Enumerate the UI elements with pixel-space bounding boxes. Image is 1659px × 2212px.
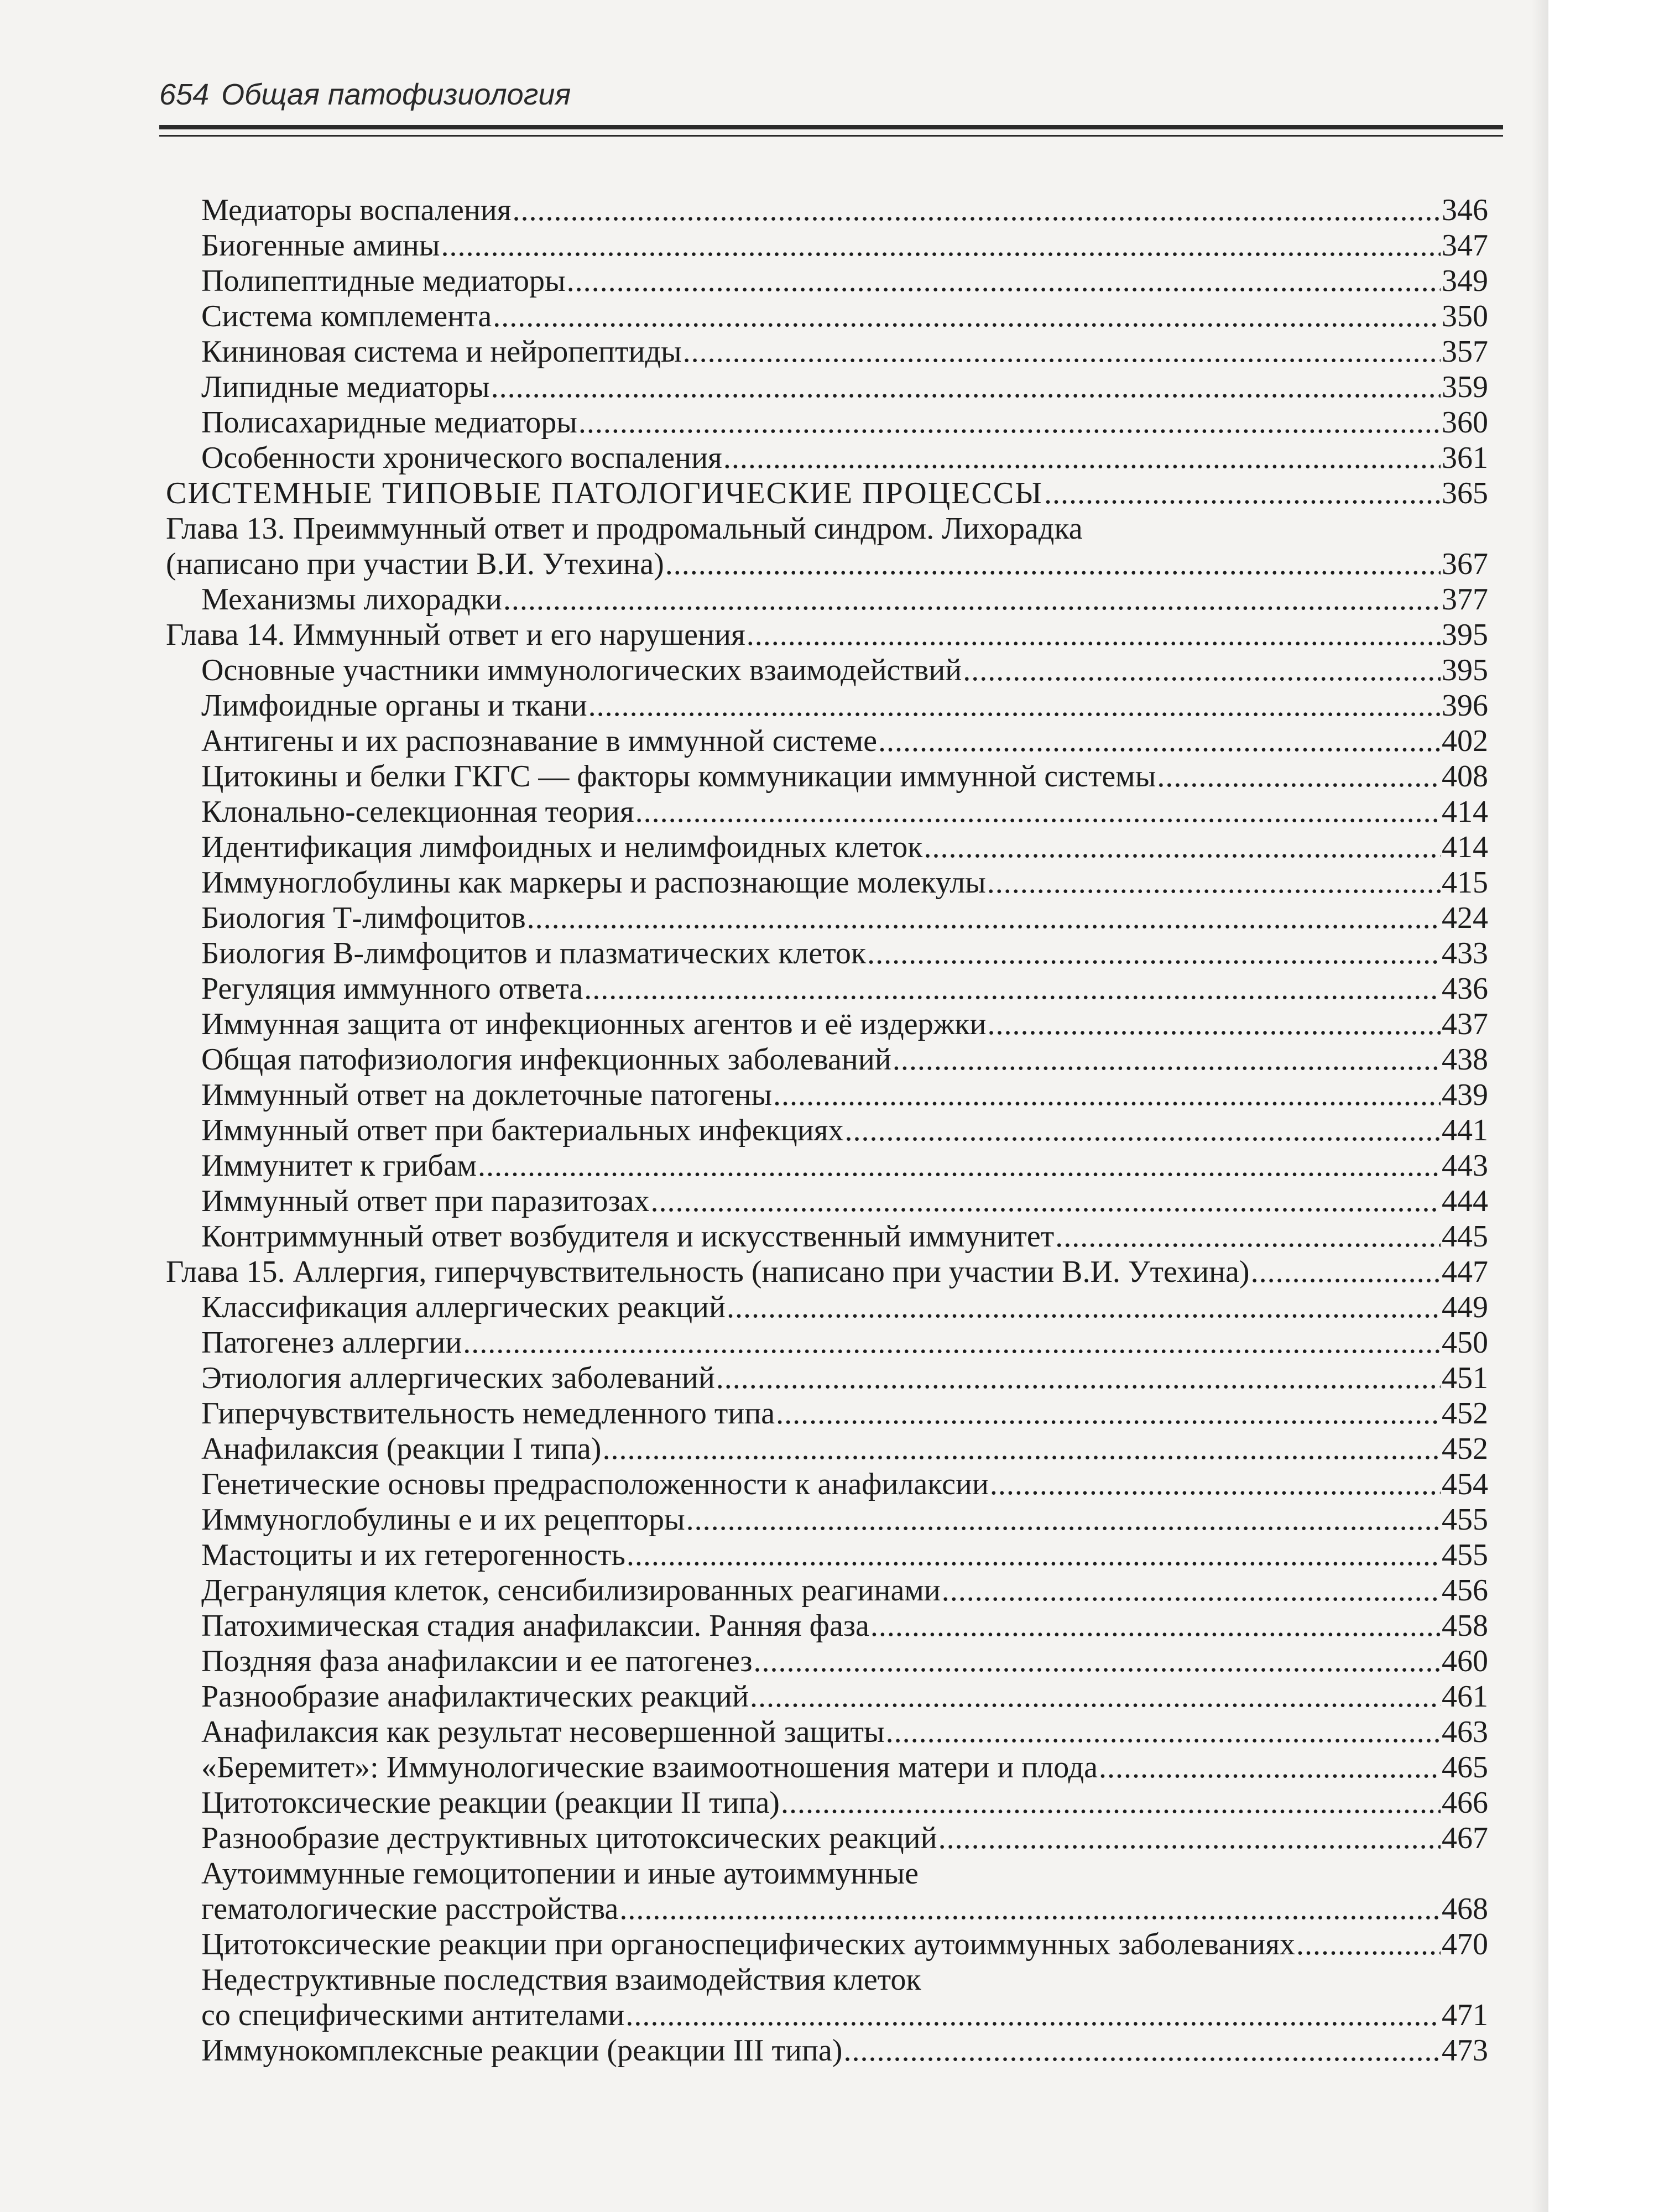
dot-leader (1099, 1750, 1441, 1785)
dot-leader (776, 1396, 1441, 1431)
toc-entry-title: Разнообразие анафилактических реакций (201, 1679, 749, 1714)
toc-entry-title: Классификация аллергических реакций (201, 1290, 726, 1324)
toc-entry-page: 350 (1442, 299, 1488, 333)
dot-leader (588, 688, 1441, 723)
dot-leader (584, 971, 1441, 1006)
toc-entry-page: 439 (1442, 1078, 1488, 1112)
toc-entry-page: 414 (1442, 830, 1488, 864)
dot-leader (1157, 759, 1441, 794)
toc-entry (201, 405, 1488, 440)
toc-entry-page: 365 (1442, 476, 1488, 510)
toc-entry-title: Этиология аллергических заболеваний (201, 1361, 715, 1395)
toc-entry (201, 1042, 1488, 1077)
toc-entry (201, 865, 1488, 900)
toc-entry-title: Кининовая система и нейропептиды (201, 335, 682, 369)
toc-entry-page: 468 (1442, 1892, 1488, 1926)
toc-entry-page: 349 (1442, 264, 1488, 298)
toc-entry-title: СИСТЕМНЫЕ ТИПОВЫЕ ПАТОЛОГИЧЕСКИЕ ПРОЦЕССЫ (166, 476, 1043, 510)
toc-entry-page: 395 (1442, 653, 1488, 687)
dot-leader (990, 1467, 1441, 1502)
toc-entry (201, 1537, 1488, 1573)
toc-entry (201, 1148, 1488, 1183)
toc-entry-page: 449 (1442, 1290, 1488, 1324)
toc-entry-title: Глава 15. Аллергия, гиперчувствительность (написано при участии В.И. Утехина) (166, 1255, 1250, 1289)
dot-leader (781, 1785, 1441, 1820)
toc-entry (201, 1290, 1488, 1325)
toc-entry (201, 1962, 1488, 1997)
toc-entry-title: Лимфоидные органы и ткани (201, 688, 587, 723)
toc-entry-title: Патогенез аллергии (201, 1326, 462, 1360)
toc-entry (201, 830, 1488, 865)
toc-entry (201, 1644, 1488, 1679)
toc-entry-page: 452 (1442, 1396, 1488, 1431)
toc-entry-page: 465 (1442, 1750, 1488, 1785)
toc-entry-title: Анафилаксия как результат несовершенной защиты (201, 1715, 885, 1749)
dot-leader (491, 369, 1441, 405)
toc-entry (201, 1431, 1488, 1467)
toc-entry-page: 470 (1442, 1927, 1488, 1961)
dot-leader (886, 1714, 1441, 1750)
toc-entry (201, 263, 1488, 299)
toc-entry (201, 1077, 1488, 1113)
toc-entry-title: Иммунокомплексные реакции (реакции III типа) (201, 2033, 843, 2068)
dot-leader (650, 1183, 1441, 1219)
toc-entry (201, 1573, 1488, 1608)
toc-entry-title: Иммунный ответ при паразитозах (201, 1184, 650, 1218)
toc-entry-title: Биология Т-лимфоцитов (201, 901, 526, 935)
dot-leader (602, 1431, 1441, 1467)
dot-leader (635, 794, 1441, 830)
toc-entry (201, 334, 1488, 369)
toc-entry-page: 455 (1442, 1538, 1488, 1572)
toc-entry (201, 1502, 1488, 1537)
toc-entry (201, 653, 1488, 688)
toc-entry-title: Цитотоксические реакции (реакции II типа) (201, 1786, 780, 1820)
dot-leader (527, 900, 1441, 936)
toc-entry-page: 424 (1442, 901, 1488, 935)
toc-entry (201, 1325, 1488, 1360)
toc-entry-title: Биогенные амины (201, 228, 440, 263)
toc-entry (201, 1006, 1488, 1042)
toc-entry-page: 471 (1442, 1998, 1488, 2032)
toc-entry (201, 759, 1488, 794)
dot-leader (754, 1644, 1441, 1679)
toc-entry (201, 369, 1488, 405)
dot-leader (723, 440, 1441, 476)
dot-leader (867, 936, 1441, 971)
toc-entry-page: 443 (1442, 1149, 1488, 1183)
toc-entry-title: Поздняя фаза анафилаксии и ее патогенез (201, 1644, 753, 1678)
dot-leader (878, 723, 1441, 759)
toc-entry-title: Механизмы лихорадки (201, 582, 502, 617)
toc-entry-page: 466 (1442, 1786, 1488, 1820)
toc-entry-page: 450 (1442, 1326, 1488, 1360)
toc-entry (201, 299, 1488, 334)
toc-entry (201, 1785, 1488, 1820)
dot-leader (773, 1077, 1441, 1113)
toc-entry-title: (написано при участии В.И. Утехина) (166, 547, 664, 581)
toc-entry-title: Недеструктивные последствия взаимодействия клеток (201, 1963, 921, 1997)
toc-entry-title: Антигены и их распознавание в иммунной системе (201, 724, 877, 758)
toc-entry (201, 1927, 1488, 1962)
dot-leader (567, 263, 1441, 299)
toc-entry-page: 408 (1442, 759, 1488, 794)
toc-entry-page: 441 (1442, 1113, 1488, 1147)
dot-leader (503, 582, 1441, 617)
dot-leader (441, 228, 1441, 263)
running-title: Общая патофизиология (221, 78, 571, 111)
toc-entry (201, 1396, 1488, 1431)
toc-entry-title: Глава 13. Преиммунный ответ и продромальный синдром. Лихорадка (166, 512, 1083, 546)
toc-entry-title: Разнообразие деструктивных цитотоксических реакций (201, 1821, 937, 1855)
toc-entry-page: 347 (1442, 228, 1488, 263)
toc-entry-page: 460 (1442, 1644, 1488, 1678)
toc-entry-title: Цитокины и белки ГКГС — факторы коммуникации иммунной системы (201, 759, 1156, 794)
toc-entry-page: 438 (1442, 1042, 1488, 1077)
toc-entry-cont (201, 1891, 1488, 1927)
toc-entry-title: Общая патофизиология инфекционных заболеваний (201, 1042, 891, 1077)
toc-entry-title: Дегрануляция клеток, сенсибилизированных реагинами (201, 1573, 941, 1608)
toc-entry-title: Липидные медиаторы (201, 370, 490, 404)
toc-entry-title: гематологические расстройства (201, 1892, 619, 1926)
dot-leader (924, 830, 1441, 865)
toc-entry-page: 445 (1442, 1219, 1488, 1254)
running-header (159, 77, 571, 112)
toc-section-heading (166, 476, 1488, 511)
header-rule-thin (159, 135, 1503, 137)
dot-leader (686, 1502, 1441, 1537)
toc-entry (201, 1360, 1488, 1396)
toc-entry-title: Иммунный ответ на доклеточные патогены (201, 1078, 773, 1112)
toc-entry-title: Иммунная защита от инфекционных агентов и её издержки (201, 1007, 987, 1041)
toc-entry-page: 396 (1442, 688, 1488, 723)
toc-entry-page: 361 (1442, 441, 1488, 475)
toc-entry-title: Основные участники иммунологических взаимодействий (201, 653, 962, 687)
toc-entry-page: 447 (1442, 1255, 1488, 1289)
toc-entry (201, 1750, 1488, 1785)
toc-entry-page: 458 (1442, 1609, 1488, 1643)
toc-entry-title: Медиаторы воспаления (201, 193, 512, 227)
dot-leader (747, 617, 1441, 653)
toc-entry-title: Иммунный ответ при бактериальных инфекциях (201, 1113, 844, 1147)
page-number: 654 (159, 78, 210, 111)
toc-entry-page: 377 (1442, 582, 1488, 617)
toc-entry (201, 1856, 1488, 1891)
toc-entry-title: со специфическими антителами (201, 1998, 625, 2032)
toc-entry-title: Мастоциты и их гетерогенность (201, 1538, 625, 1572)
dot-leader (843, 2033, 1441, 2068)
toc-entry (201, 440, 1488, 476)
dot-leader (987, 865, 1441, 900)
dot-leader (716, 1360, 1441, 1396)
toc-entry (201, 971, 1488, 1006)
toc-entry-title: Идентификация лимфоидных и нелимфоидных клеток (201, 830, 923, 864)
toc-entry-title: Биология В-лимфоцитов и плазматических клеток (201, 936, 867, 971)
toc-entry-title: Аутоиммунные гемоцитопении и иные аутоиммунные (201, 1856, 919, 1891)
toc-entry-page: 357 (1442, 335, 1488, 369)
toc-entry-page: 360 (1442, 405, 1488, 440)
toc-entry (201, 1183, 1488, 1219)
toc-entry-title: Особенности хронического воспаления (201, 441, 722, 475)
toc-entry-page: 436 (1442, 972, 1488, 1006)
toc-entry (201, 1608, 1488, 1644)
dot-leader (578, 405, 1441, 440)
toc-entry (201, 723, 1488, 759)
toc-entry-title: Регуляция иммунного ответа (201, 972, 583, 1006)
dot-leader (1044, 476, 1441, 511)
dot-leader (513, 192, 1441, 228)
dot-leader (727, 1290, 1441, 1325)
toc-entry (201, 228, 1488, 263)
toc-entry-title: Гиперчувствительность немедленного типа (201, 1396, 775, 1431)
dot-leader (963, 653, 1441, 688)
toc-chapter (166, 1254, 1488, 1290)
dot-leader (665, 546, 1441, 582)
toc-chapter (166, 617, 1488, 653)
toc-entry-page: 433 (1442, 936, 1488, 971)
dot-leader (1296, 1927, 1441, 1962)
toc-entry (201, 1113, 1488, 1148)
toc-entry-page: 367 (1442, 547, 1488, 581)
toc-entry-title: Генетические основы предрасположенности к анафилаксии (201, 1467, 989, 1501)
toc-entry-page: 359 (1442, 370, 1488, 404)
toc-entry (201, 688, 1488, 723)
header-rule-thick (159, 125, 1503, 129)
toc-entry-title: «Беремитет»: Иммунологические взаимоотношения матери и плода (201, 1750, 1098, 1785)
toc-entry (201, 1219, 1488, 1254)
toc-entry (201, 1820, 1488, 1856)
toc-entry-page: 437 (1442, 1007, 1488, 1041)
toc-entry-title: Полисахаридные медиаторы (201, 405, 577, 440)
dot-leader (942, 1573, 1441, 1608)
dot-leader (619, 1891, 1441, 1927)
dot-leader (988, 1006, 1441, 1042)
dot-leader (625, 1997, 1441, 2033)
toc-entry (201, 1714, 1488, 1750)
dot-leader (493, 299, 1441, 334)
toc-entry-cont (201, 1997, 1488, 2033)
toc-entry-page: 452 (1442, 1432, 1488, 1466)
toc-chapter-cont (166, 546, 1488, 582)
toc-entry-title: Глава 14. Иммунный ответ и его нарушения (166, 618, 745, 652)
dot-leader (938, 1820, 1441, 1856)
toc-entry-title: Иммуноглобулины как маркеры и распознающие молекулы (201, 865, 986, 900)
toc-entry-page: 463 (1442, 1715, 1488, 1749)
dot-leader (870, 1608, 1441, 1644)
toc-entry-page: 444 (1442, 1184, 1488, 1218)
toc-entry-page: 454 (1442, 1467, 1488, 1501)
dot-leader (627, 1537, 1441, 1573)
toc-entry-page: 456 (1442, 1573, 1488, 1608)
toc-entry-title: Цитотоксические реакции при органоспецифических аутоиммунных заболеваниях (201, 1927, 1295, 1961)
toc-entry (201, 1679, 1488, 1714)
toc-entry (201, 192, 1488, 228)
toc-entry-title: Патохимическая стадия анафилаксии. Ранняя фаза (201, 1609, 869, 1643)
toc-chapter (166, 511, 1488, 546)
toc-entry-page: 455 (1442, 1503, 1488, 1537)
dot-leader (1055, 1219, 1441, 1254)
toc-entry-page: 467 (1442, 1821, 1488, 1855)
toc-entry-page: 395 (1442, 618, 1488, 652)
toc-entry-page: 346 (1442, 193, 1488, 227)
dot-leader (844, 1113, 1441, 1148)
toc-entry-page: 451 (1442, 1361, 1488, 1395)
toc-entry-title: Система комплемента (201, 299, 492, 333)
toc-entry-title: Иммуноглобулины е и их рецепторы (201, 1503, 685, 1537)
toc-entry-page: 461 (1442, 1679, 1488, 1714)
toc-entry (201, 582, 1488, 617)
toc-entry (201, 2033, 1488, 2068)
dot-leader (750, 1679, 1441, 1714)
toc-entry-title: Полипептидные медиаторы (201, 264, 566, 298)
toc-entry-title: Иммунитет к грибам (201, 1149, 477, 1183)
dot-leader (893, 1042, 1441, 1077)
toc-entry-page: 402 (1442, 724, 1488, 758)
dot-leader (478, 1148, 1441, 1183)
toc-entry (201, 794, 1488, 830)
toc-entry-page: 414 (1442, 795, 1488, 829)
dot-leader (1251, 1254, 1441, 1290)
toc-entry-page: 473 (1442, 2033, 1488, 2068)
toc-entry-title: Контриммунный ответ возбудителя и искусственный иммунитет (201, 1219, 1055, 1254)
dot-leader (683, 334, 1441, 369)
toc-entry-title: Клонально-селекционная теория (201, 795, 634, 829)
toc-entry-title: Анафилаксия (реакции I типа) (201, 1432, 602, 1466)
toc-entry (201, 1467, 1488, 1502)
toc-entry-page: 415 (1442, 865, 1488, 900)
toc-entry (201, 936, 1488, 971)
toc-entry (201, 900, 1488, 936)
dot-leader (463, 1325, 1441, 1360)
